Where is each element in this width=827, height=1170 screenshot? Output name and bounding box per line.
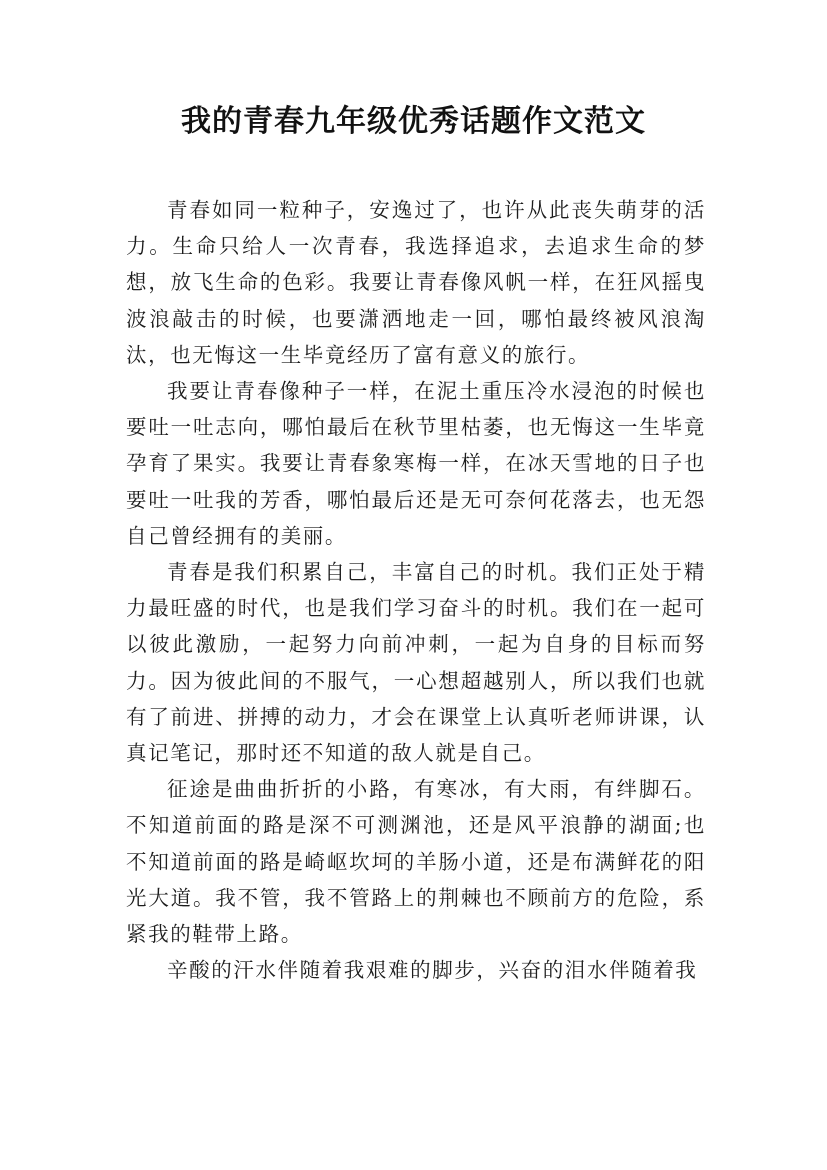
- paragraph: 青春是我们积累自己，丰富自己的时机。我们正处于精力最旺盛的时代，也是我们学习奋斗的时机。我们在一起可以彼此激励，一起努力向前冲刺，一起为自身的目标而努力。因为彼此间的不服气，一心想超越别人，所以我们也就有了前进、拼搏的动力，才会在课堂上认真听老师讲课，认真记笔记，那时还不知道的敌人就是自己。: [126, 560, 706, 766]
- paragraph: 辛酸的汗水伴随着我艰难的脚步，兴奋的泪水伴随着我: [167, 958, 698, 983]
- page-title: 我的青春九年级优秀话题作文范文: [181, 104, 646, 139]
- paragraph: 征途是曲曲折折的小路，有寒冰，有大雨，有绊脚石。不知道前面的路是深不可测渊池，还是风平浪静的湖面;也不知道前面的路是崎岖坎坷的羊肠小道，还是布满鲜花的阳光大道。我不管，我不管路上的荆棘也不顾前方的危险，系紧我的鞋带上路。: [126, 777, 706, 947]
- paragraph: 我要让青春像种子一样，在泥土重压冷水浸泡的时候也要吐一吐志向，哪怕最后在秋节里枯萎，也无悔这一生毕竟孕育了果实。我要让青春象寒梅一样，在冰天雪地的日子也要吐一吐我的芳香，哪怕最后还是无可奈何花落去，也无怨自己曾经拥有的美丽。: [126, 379, 706, 548]
- paragraph: 青春如同一粒种子，安逸过了，也许从此丧失萌芽的活力。生命只给人一次青春，我选择追求，去追求生命的梦想，放飞生命的色彩。我要让青春像风帆一样，在狂风摇曳波浪敲击的时候，也要潇洒地走一回，哪怕最终被风浪淘汰，也无悔这一生毕竟经历了富有意义的旅行。: [126, 198, 706, 367]
- article-body: [126, 192, 706, 988]
